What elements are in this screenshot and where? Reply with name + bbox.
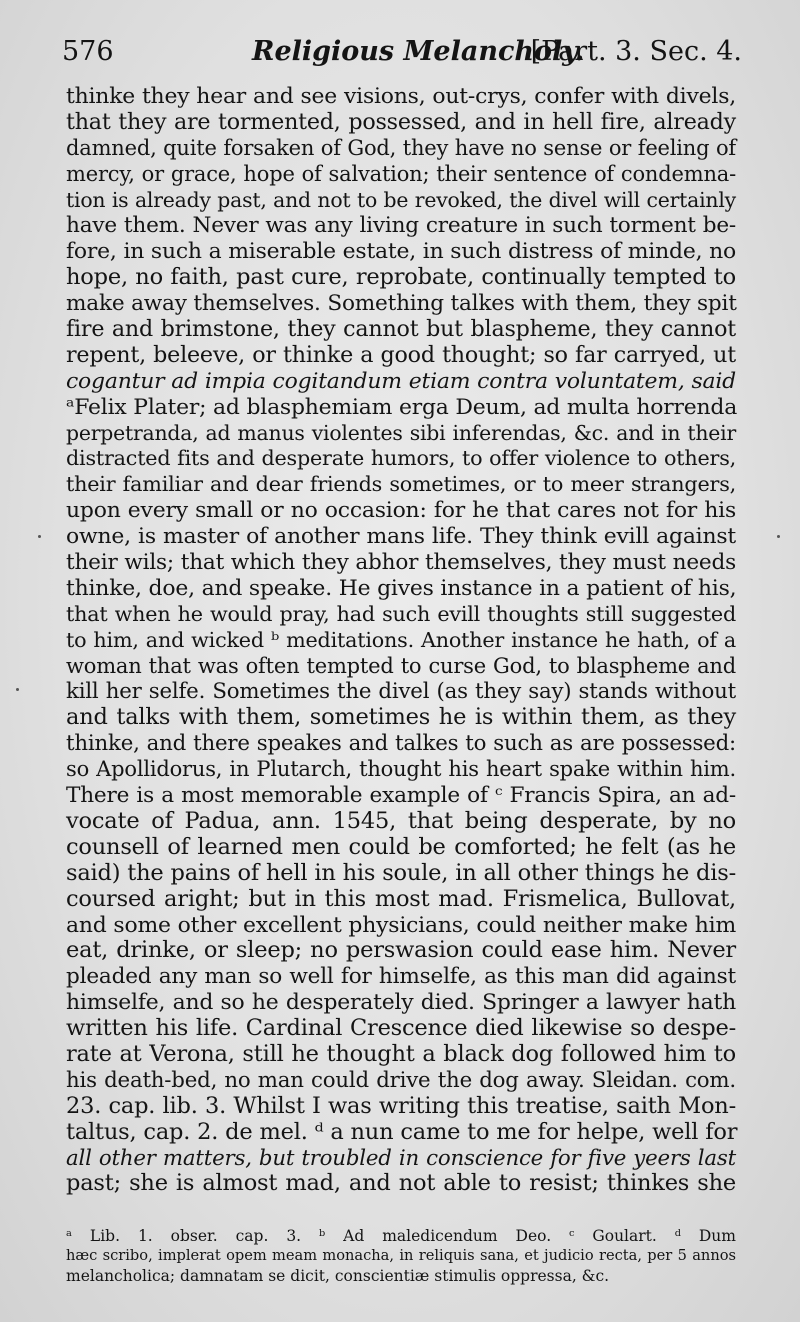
text-line: written his life. Cardinal Crescence died likewise so despe-: [66, 1015, 736, 1042]
text-line: himselfe, and so he desperately died. Springer a lawyer hath: [66, 990, 736, 1016]
text-line: coursed aright; but in this most mad. Frismelica, Bullovat,: [66, 885, 736, 912]
text-line: rate at Verona, still he thought a black dog followed him to: [66, 1040, 736, 1067]
text-line: eat, drinke, or sleep; no perswasion could ease him. Never: [66, 937, 736, 964]
text-line: said) the pains of hell in his soule, in all other things he dis-: [66, 859, 736, 886]
text-line: to him, and wicked ᵇ meditations. Another instance he hath, of a: [66, 627, 736, 652]
text-line: taltus, cap. 2. de mel. ᵈ a nun came to me for helpe, well for: [66, 1118, 738, 1145]
print-speck: [38, 535, 41, 538]
page-header: [62, 36, 742, 76]
text-line: their wils; that which they abhor themselves, they must needs: [66, 550, 736, 576]
text-line: and some other excellent physicians, could neither make him: [66, 912, 736, 938]
text-line: all other matters, but troubled in conscience for five yeers last: [66, 1145, 736, 1171]
text-line: hope, no faith, past cure, reprobate, continually tempted to: [66, 264, 736, 291]
footnote-line: hæc scribo, implerat opem meam monacha, in reliquis sana, et judicio recta, per 5 annos: [66, 1247, 736, 1264]
text-line: cogantur ad impia cogitandum etiam contra voluntatem, said: [66, 368, 736, 394]
print-speck: [777, 535, 780, 538]
text-line: upon every small or no occasion: for he that cares not for his: [66, 498, 736, 524]
text-line: repent, beleeve, or thinke a good thought; so far carryed, ut: [66, 341, 736, 368]
text-line: perpetranda, ad manus violentes sibi inferendas, &c. and in their: [66, 420, 736, 445]
text-line: and talks with them, sometimes he is within them, as they: [66, 704, 736, 731]
text-line: distracted fits and desperate humors, to offer violence to others,: [66, 446, 736, 471]
text-line: make away themselves. Something talkes with them, they spit: [66, 291, 737, 317]
text-line: There is a most memorable example of ᶜ Francis Spira, an ad-: [66, 783, 736, 809]
text-line: thinke they hear and see visions, out-crys, confer with divels,: [66, 84, 736, 109]
text-line: counsell of learned men could be comforted; he felt (as he: [66, 833, 736, 860]
text-line: 23. cap. lib. 3. Whilst I was writing this treatise, saith Mon-: [66, 1092, 736, 1119]
text-line: that when he would pray, had such evill thoughts still suggested: [66, 601, 736, 626]
text-line: past; she is almost mad, and not able to resist; thinkes she: [66, 1170, 736, 1197]
text-line: thinke, doe, and speake. He gives instance in a patient of his,: [66, 575, 737, 601]
text-line: kill her selfe. Sometimes the divel (as they say) stands without: [66, 679, 736, 705]
footnote-line: ᵃ Lib. 1. obser. cap. 3. ᵇ Ad maledicendum Deo. ᶜ Goulart. ᵈ Dum: [66, 1227, 736, 1245]
footnote-line: melancholica; damnatam se dicit, conscientiæ stimulis oppressa, &c.: [66, 1267, 610, 1285]
text-line: vocate of Padua, ann. 1545, that being desperate, by no: [66, 807, 736, 834]
text-line: their familiar and dear friends sometimes, or to meer strangers,: [66, 472, 736, 497]
part-section-label: [Part. 3. Sec. 4.: [530, 36, 742, 67]
body-text: [66, 84, 736, 1197]
text-line: that they are tormented, possessed, and in hell fire, already: [66, 108, 736, 135]
text-line: tion is already past, and not to be revoked, the divel will certainly: [66, 187, 736, 212]
text-line: mercy, or grace, hope of salvation; their sentence of condemna-: [66, 161, 736, 186]
running-title: Religious Melancholy.: [252, 36, 585, 67]
text-line: damned, quite forsaken of God, they have no sense or feeling of: [66, 135, 736, 160]
text-line: fire and brimstone, they cannot but blaspheme, they cannot: [66, 316, 736, 343]
text-line: have them. Never was any living creature in such torment be-: [66, 213, 736, 239]
footnotes: [66, 1226, 736, 1286]
text-line: fore, in such a miserable estate, in such distress of minde, no: [66, 239, 736, 265]
text-line: woman that was often tempted to curse God, to blaspheme and: [66, 653, 736, 678]
text-line: his death-bed, no man could drive the dog away. Sleidan. com.: [66, 1067, 736, 1093]
text-line: pleaded any man so well for himselfe, as this man did against: [66, 964, 736, 990]
text-line: thinke, and there speakes and talkes to such as are possessed:: [66, 731, 736, 757]
text-line: owne, is master of another mans life. They think evill against: [66, 524, 736, 550]
print-speck: [16, 688, 19, 691]
text-line: so Apollidorus, in Plutarch, thought his heart spake within him.: [66, 757, 736, 782]
text-line: ᵃFelix Plater; ad blasphemiam erga Deum, ad multa horrenda: [66, 394, 738, 420]
page-number: 576: [62, 36, 114, 67]
